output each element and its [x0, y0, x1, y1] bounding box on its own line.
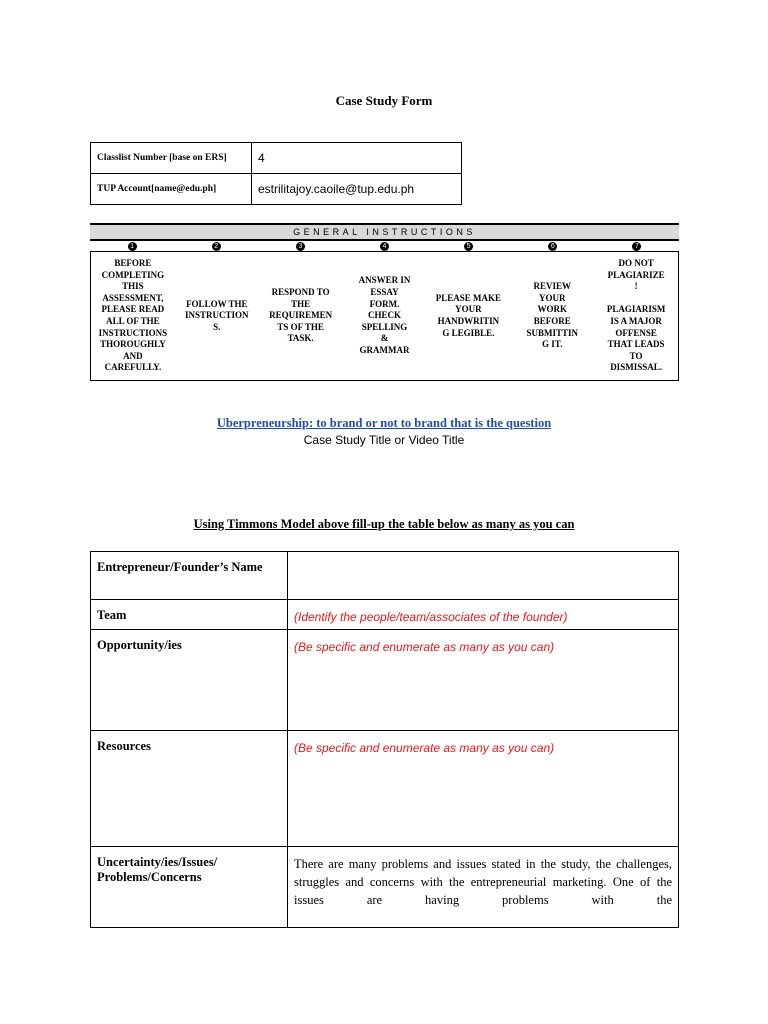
row-hint: (Identify the people/team/associates of the founder)	[294, 610, 568, 624]
instruction-cell	[426, 252, 510, 380]
row-label: Uncertainty/ies/Issues/ Problems/Concerns	[91, 847, 288, 928]
instruction-text: REVIEW YOUR WORK BEFORE SUBMITTIN G IT.	[526, 281, 578, 350]
row-label: Opportunity/ies	[91, 630, 288, 731]
info-table	[90, 142, 462, 205]
timmons-heading: Using Timmons Model above fill-up the table below as many as you can	[193, 517, 575, 531]
classlist-label: Classlist Number [base on ERS]	[91, 143, 252, 174]
table-row	[91, 731, 679, 847]
case-study-subtitle: Case Study Title or Video Title	[303, 433, 465, 447]
table-row	[91, 847, 679, 928]
case-study-title-link[interactable]: Uberpreneurship: to brand or not to brand that is the question	[216, 416, 552, 430]
row-value	[288, 552, 679, 600]
account-value: estrilitajoy.caoile@tup.edu.ph	[252, 174, 462, 205]
instruction-text: RESPOND TO THE REQUIREMEN TS OF THE TASK.	[269, 287, 333, 344]
row-label: Team	[91, 600, 288, 630]
instruction-text: ANSWER IN ESSAY FORM. CHECK SPELLING & GRAMMAR	[358, 275, 411, 355]
instruction-number: 3	[258, 240, 342, 251]
instruction-number: 7	[595, 240, 679, 251]
instruction-number: 2	[174, 240, 258, 251]
row-hint: (Be specific and enumerate as many as you can)	[294, 640, 555, 654]
row-body-text: There are many problems and issues stated in the study, the challenges, struggles and concerns with the entrepreneurial marketing. One of the issues are having problems with the	[294, 857, 672, 907]
instruction-text: DO NOT PLAGIARIZE ! PLAGIARISM IS A MAJOR OFFENSE THAT LEADS TO DISMISSAL.	[606, 258, 666, 373]
instructions-table	[90, 251, 679, 381]
table-row	[91, 600, 679, 630]
general-instructions-header: GENERAL INSTRUCTIONS	[90, 223, 679, 241]
row-hint: (Be specific and enumerate as many as you can)	[294, 741, 555, 755]
instruction-number: 6	[511, 240, 595, 251]
account-label: TUP Account[name@edu.ph]	[91, 174, 252, 205]
instruction-number: 4	[342, 240, 426, 251]
instruction-cell	[91, 252, 175, 380]
timmons-table	[90, 551, 679, 928]
table-row	[91, 630, 679, 731]
instruction-text: BEFORE COMPLETING THIS ASSESSMENT, PLEASE READ ALL OF THE INSTRUCTIONS THOROUGHLY AND CAREFULLY.	[98, 258, 168, 373]
instruction-cell	[175, 252, 259, 380]
instruction-cell	[343, 252, 427, 380]
row-label: Entrepreneur/Founder’s Name	[91, 552, 288, 600]
instruction-number: 5	[427, 240, 511, 251]
form-title: Case Study Form	[335, 93, 433, 108]
instruction-cell	[594, 252, 678, 380]
instruction-text: FOLLOW THE INSTRUCTION S.	[185, 298, 249, 332]
instruction-number: 1	[90, 240, 174, 251]
table-row	[91, 552, 679, 600]
instruction-cell	[510, 252, 594, 380]
instruction-numbers	[90, 240, 679, 251]
instruction-cell	[259, 252, 343, 380]
row-label: Resources	[91, 731, 288, 847]
instruction-text: PLEASE MAKE YOUR HANDWRITIN G LEGIBLE.	[435, 292, 501, 338]
classlist-value: 4	[252, 143, 462, 174]
